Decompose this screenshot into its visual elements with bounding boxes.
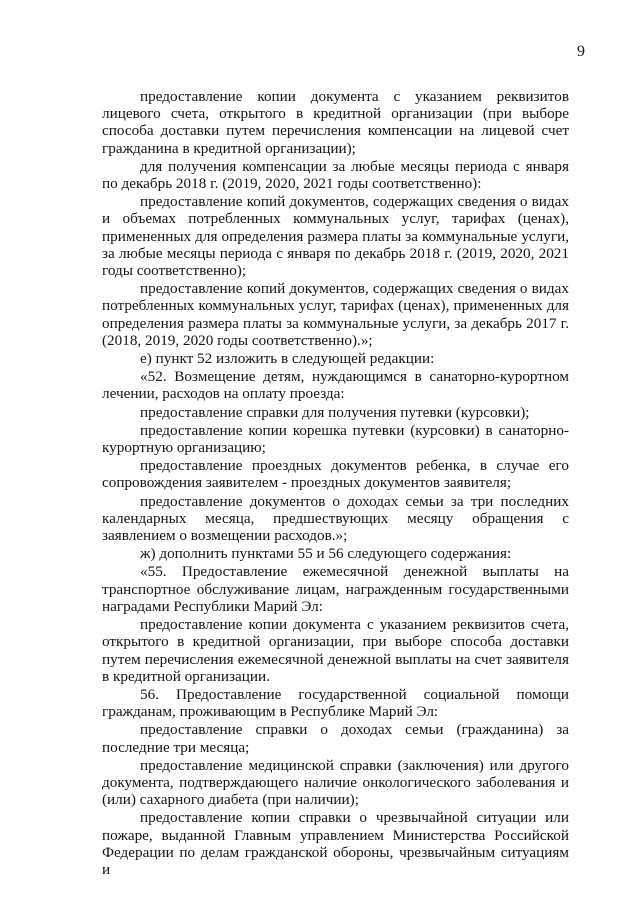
paragraph-copies-utility-volumes: предоставление копий документов, содержащих сведения о видах и объемах потребленных коммунальных услуг, тарифах (ценах), примененных для определения размера платы за коммунальные услуги, за любые месяцы периода с января по декабрь 2018 г. (2019, 2020, 2021 годы соответственно);	[102, 193, 569, 280]
document-body	[102, 88, 569, 878]
paragraph-item-52-amendment: е) пункт 52 изложить в следующей редакции:	[140, 350, 435, 368]
paragraph-item-56-text: 56. Предоставление государственной социальной помощи гражданам, проживающим в Республике Марий Эл:	[102, 685, 569, 721]
paragraph-item-52-text: «52. Возмещение детям, нуждающимся в санаторно-курортном лечении, расходов на оплату проезда:	[102, 368, 569, 403]
paragraph-copies-utility-december: предоставление копий документов, содержащих сведения о видах потребленных коммунальных услуг, тарифах (ценах), примененных для определения размера платы за коммунальные услуги, за декабрь 2017 г. (2018, 2019, 2020 годы соответственно).»;	[102, 280, 569, 349]
paragraph-copy-account-details: предоставление копии документа с указанием реквизитов лицевого счета, открытого в кредитной организации (при выборе способа доставки путем перечисления компенсации на лицевой счет гражданина в кредитной организации);	[102, 88, 569, 157]
paragraph-travel-documents: предоставление проездных документов ребенка, в случае его сопровождения заявителем - проездных документов заявителя;	[102, 457, 569, 492]
paragraph-emergency-certificate: предоставление копии справки о чрезвычайной ситуации или пожаре, выданной Главным управлением Министерства Российской Федерации по делам гражданской обороны, чрезвычайным ситуациям и	[102, 809, 569, 878]
paragraph-family-income: предоставление документов о доходах семьи за три последних календарных месяца, предшествующих месяцу обращения с заявлением о возмещении расходов.»;	[102, 492, 569, 545]
paragraph-copy-bank-account: предоставление копии документа с указанием реквизитов счета, открытого в кредитной организации, при выборе способа доставки путем перечисления ежемесячной денежной выплаты на счет заявителя в кредитной организации.	[102, 616, 569, 685]
paragraph-item-55-text: «55. Предоставление ежемесячной денежной выплаты на транспортное обслуживание лицам, награжденным государственными наградами Республики Марий Эл:	[102, 563, 569, 615]
page-number: 9	[577, 43, 585, 60]
paragraph-medical-certificate: предоставление медицинской справки (заключения) или другого документа, подтверждающего наличие онкологического заболевания и (или) сахарного диабета (при наличии);	[102, 756, 569, 809]
paragraph-voucher-certificate: предоставление справки для получения путевки (курсовки);	[140, 403, 530, 421]
paragraph-income-certificate: предоставление справки о доходах семьи (гражданина) за последние три месяца;	[102, 721, 569, 756]
paragraph-compensation-months: для получения компенсации за любые месяцы периода с января по декабрь 2018 г. (2019, 2020, 2021 годы соответственно):	[102, 157, 569, 193]
paragraph-items-55-56-amendment: ж) дополнить пунктами 55 и 56 следующего содержания:	[140, 545, 512, 563]
paragraph-voucher-stub: предоставление копии корешка путевки (курсовки) в санаторно-курортную организацию;	[102, 421, 569, 457]
